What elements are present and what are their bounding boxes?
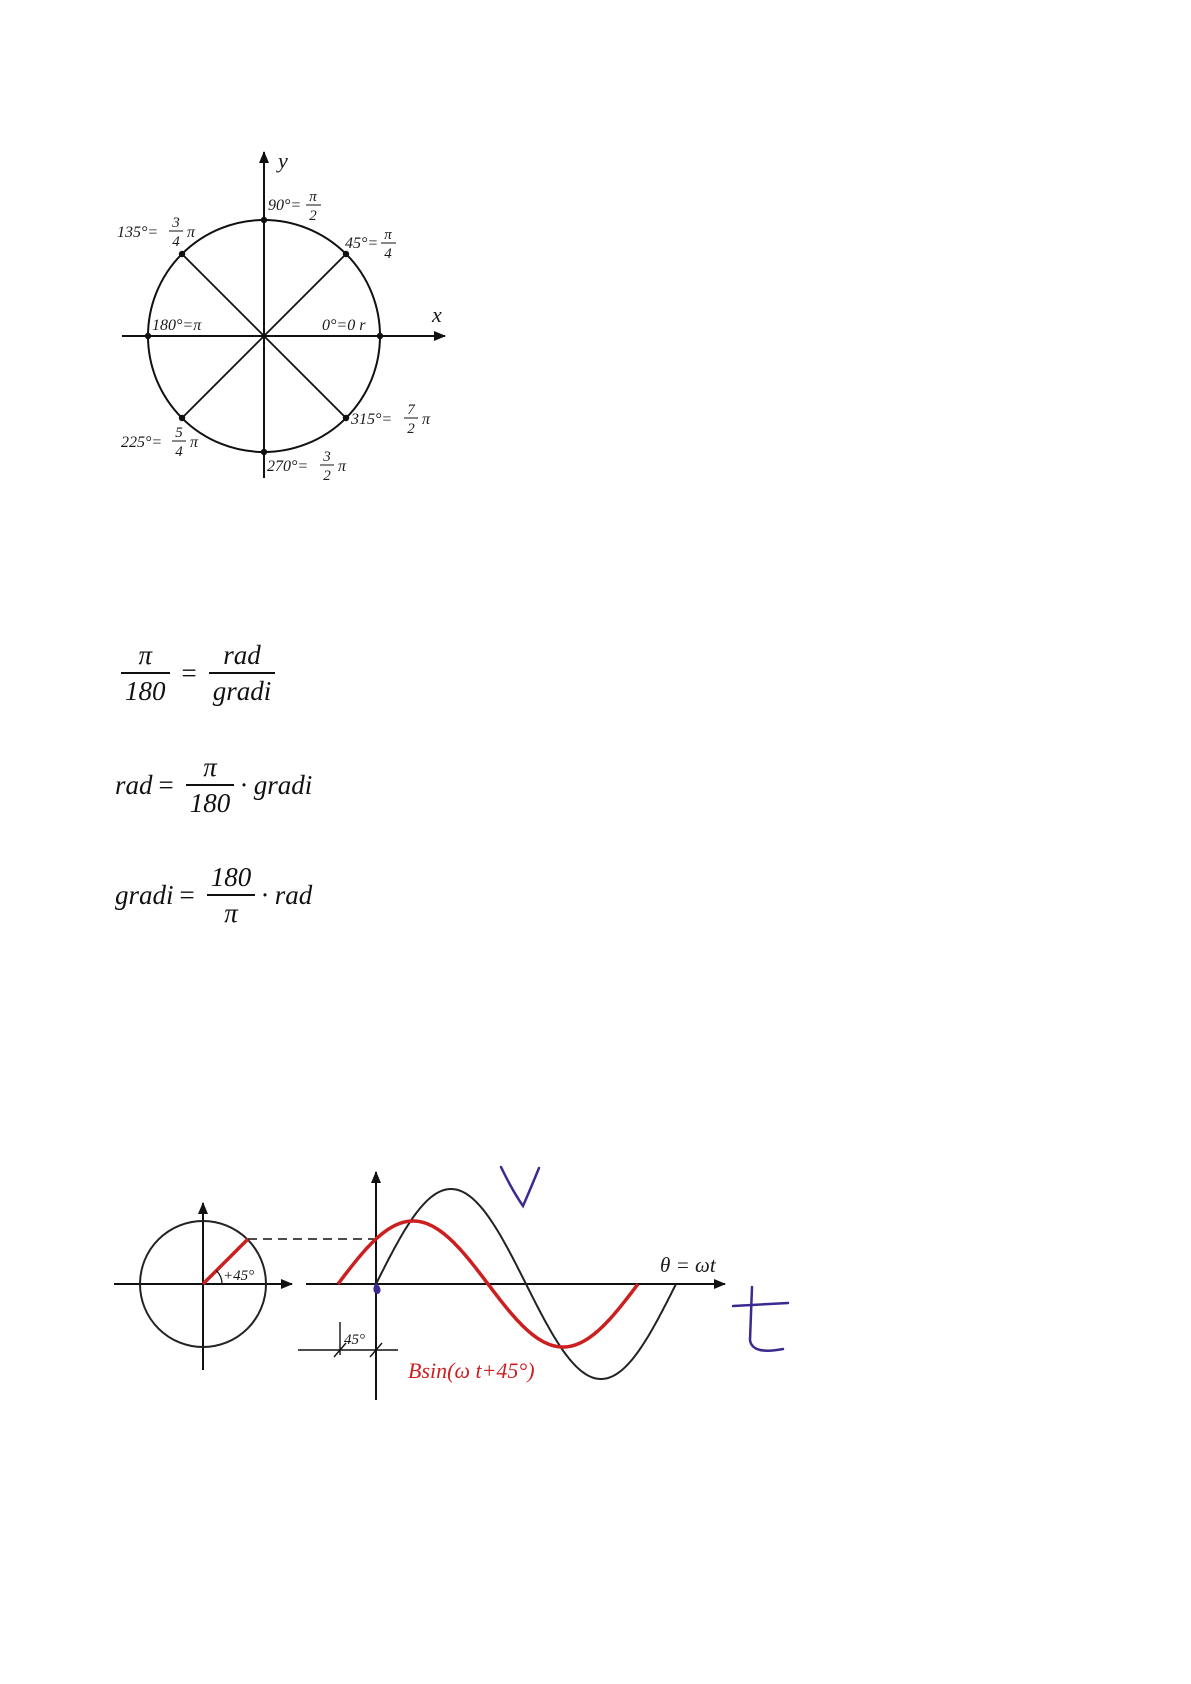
svg-text:2: 2 [407,421,415,437]
point-0 [377,333,383,339]
svg-text:225°=: 225°= [121,434,163,451]
point-225 [179,415,185,421]
label-270deg [267,449,347,484]
handwritten-t-bar [733,1303,788,1306]
phasor-diagram [114,1167,788,1400]
svg-text:3: 3 [172,215,180,231]
svg-text:5: 5 [175,425,183,441]
svg-text:270°=: 270°= [267,458,309,475]
equation-gradi: gradi = $\frac{180}{\pi}$ · rad [115,862,313,928]
fraction-180-pi: $\frac{180}{\pi}$ [207,862,256,928]
svg-text:315°=: 315°= [351,411,393,428]
svg-text:45°=: 45°= [345,235,379,252]
offset-dimension [298,1322,398,1357]
x-axis-label: x [432,302,442,327]
angle-label: +45° [223,1268,255,1284]
label-135deg [117,215,196,250]
svg-text:π: π [190,434,199,451]
svg-text:2: 2 [323,468,331,484]
svg-text:4: 4 [384,246,392,262]
handwritten-origin-mark [374,1284,379,1293]
label-90deg [268,189,321,224]
label-315deg [350,402,431,437]
fraction-pi-180: $\frac{\pi}{180}$ [121,640,170,706]
svg-text:3: 3 [323,449,331,465]
point-315 [343,415,349,421]
point-180 [145,333,151,339]
time-axis-label: θ = ωt [660,1253,716,1277]
handwritten-t-stem [750,1287,783,1351]
point-90 [261,217,267,223]
svg-text:π: π [309,189,317,205]
angle-arc [216,1271,222,1284]
svg-text:90°=: 90°= [268,197,302,214]
label-225deg [121,425,199,460]
svg-text:4: 4 [175,444,183,460]
label-180deg: 180°=π [152,317,202,334]
handwritten-v [501,1167,539,1206]
equation-rad: rad = $\frac{\pi}{180}$ · gradi [115,752,313,818]
svg-text:π: π [422,411,431,428]
y-axis-label: y [278,148,288,173]
label-0deg: 0°=0 r [322,317,366,334]
svg-text:7: 7 [407,402,415,418]
equation-ratio: $\frac{\pi}{180}$ = $\frac{\text{rad}}{\text{gradi}}$ [115,640,281,706]
label-45deg [345,227,396,262]
offset-label: 45° [344,1332,365,1348]
svg-text:135°=: 135°= [117,224,159,241]
fraction-rad-gradi: $\frac{\text{rad}}{\text{gradi}}$ [209,640,276,706]
svg-text:π: π [384,227,392,243]
fraction-pi-180-b: $\frac{\pi}{180}$ [186,752,235,818]
point-270 [261,449,267,455]
shifted-curve-label: Bsin(ω t+45°) [408,1358,535,1383]
point-135 [179,251,185,257]
svg-text:π: π [187,224,196,241]
svg-text:π: π [338,458,347,475]
unit-circle-diagram [117,148,445,484]
svg-text:4: 4 [172,234,180,250]
svg-text:2: 2 [309,208,317,224]
